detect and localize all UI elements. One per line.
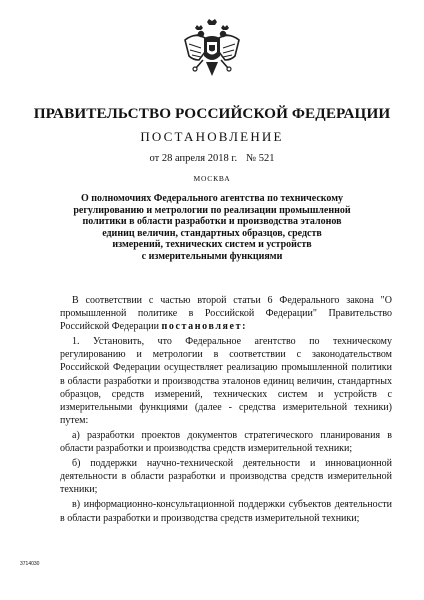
document-heading	[60, 193, 364, 263]
item-a-paragraph: а) разработки проектов документов стратегического планирования в области разработки и производства средств измерительной техники;	[60, 429, 392, 455]
document-body	[60, 294, 392, 525]
document-number: № 521	[246, 153, 275, 164]
intro-paragraph	[60, 294, 392, 333]
intro-text: В соответствии с частью второй статьи 6 Федерального закона "О промышленной политике в Российской Федерации" Правительство Российской Федерации	[60, 295, 392, 333]
coat-of-arms-emblem	[183, 18, 241, 82]
heading-line: О полномочиях Федерального агентства по техническому	[80, 193, 344, 204]
footer-code: 3714030	[20, 561, 40, 567]
document-type: ПОСТАНОВЛЕНИЕ	[140, 129, 284, 144]
heading-line: с измерительными функциями	[141, 250, 283, 262]
government-title: ПРАВИТЕЛЬСТВО РОССИЙСКОЙ ФЕДЕРАЦИИ	[33, 105, 391, 122]
item-1-paragraph: 1. Установить, что Федеральное агентство по техническому регулированию и метрологии в соответствии с законодательством Российской Федерации осуществляет реализацию промышленной политики в области разработки и производства эталонов единиц величин, стандартных образцов, средств измерений, технических систем и устройств с измерительными функциями (далее - средства измерительной техники) путем:	[60, 336, 392, 426]
heading-line: измерений, технических систем и устройств	[112, 239, 312, 251]
date-line	[0, 153, 424, 164]
document-date: от 28 апреля 2018 г.	[149, 153, 238, 164]
heading-line: регулированию и метрологии по реализации промышленной	[73, 204, 351, 216]
heading-line: политики в области разработки и производства эталонов	[82, 216, 342, 228]
city: МОСКВА	[193, 174, 231, 183]
heading-line: единиц величин, стандартных образцов, средств	[102, 227, 322, 239]
item-v-paragraph: в) информационно-консультационной поддержки субъектов деятельности в области разработки и производства средств измерительной техники;	[60, 499, 392, 524]
item-b-paragraph: б) поддержки научно-технической деятельности и инновационной деятельности в области разработки и производства средств измерительной техники;	[60, 458, 392, 496]
decree-word: постановляет:	[161, 321, 248, 333]
